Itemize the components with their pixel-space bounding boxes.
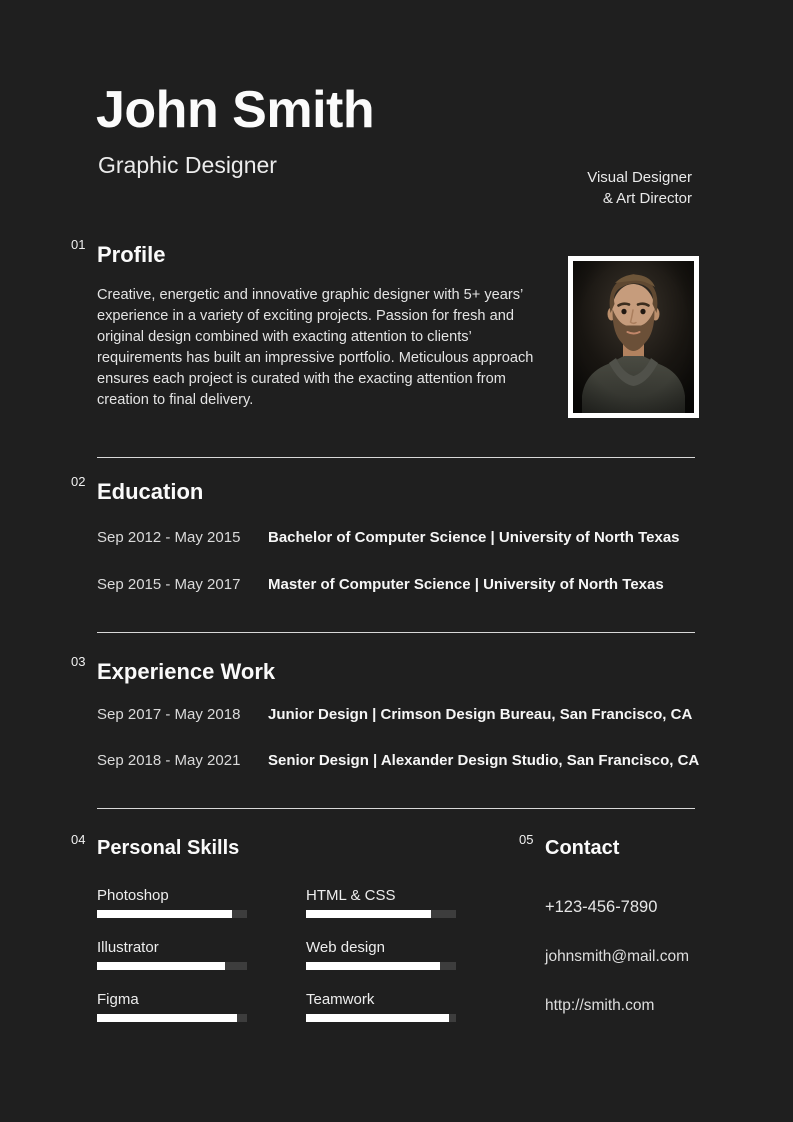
section-title: Contact — [545, 837, 620, 859]
section-divider — [97, 457, 695, 458]
skill-bar — [97, 962, 247, 970]
skill-bar — [306, 910, 456, 918]
section-title: Experience Work — [97, 659, 276, 684]
header-tagline — [587, 167, 692, 209]
skills-column-right — [306, 887, 456, 1043]
skill-item — [306, 887, 456, 918]
section-divider — [97, 632, 695, 633]
education-row — [97, 576, 680, 593]
education-dates: Sep 2012 - May 2015 — [97, 529, 241, 546]
skill-bar-fill — [306, 962, 440, 970]
section-number: 02 — [71, 474, 86, 489]
profile-heading — [71, 237, 166, 268]
section-contact — [519, 832, 690, 1046]
skill-item — [97, 939, 247, 970]
skill-item — [97, 887, 247, 918]
section-experience — [71, 654, 700, 769]
skill-bar — [97, 1014, 247, 1022]
section-number: 04 — [71, 832, 86, 847]
skill-bar — [306, 1014, 456, 1022]
education-dates: Sep 2015 - May 2017 — [97, 576, 241, 593]
education-heading — [71, 474, 204, 505]
experience-row — [97, 752, 699, 769]
education-row — [97, 529, 680, 546]
skill-name: Web design — [306, 939, 385, 956]
education-degree: Bachelor of Computer Science | University of North Texas — [268, 529, 680, 546]
skill-item — [306, 991, 456, 1022]
section-title: Profile — [97, 242, 166, 267]
skill-bar-fill — [97, 962, 225, 970]
skill-name: Illustrator — [97, 939, 159, 956]
contact-heading — [519, 832, 620, 860]
contact-phone: +123-456-7890 — [545, 898, 658, 916]
experience-dates: Sep 2017 - May 2018 — [97, 706, 241, 723]
skill-bar — [97, 910, 247, 918]
profile-summary: Creative, energetic and innovative graphic designer with 5+ years’ experience in a variety of exciting projects. Passion for fresh and original design combined with exacting attention to clients’ requirements has built an impressive portfolio. Meticulous approach ensures each project is curated with the exacting attention from creation to final delivery. — [97, 287, 534, 408]
tagline-line-1: Visual Designer — [587, 169, 692, 186]
profile-photo — [568, 256, 699, 418]
section-number: 03 — [71, 654, 86, 669]
section-number: 01 — [71, 237, 86, 252]
skill-item — [306, 939, 456, 970]
experience-role: Junior Design | Crimson Design Bureau, San Francisco, CA — [268, 706, 693, 723]
skill-item — [97, 991, 247, 1022]
skill-name: Photoshop — [97, 887, 169, 904]
contact-website: http://smith.com — [545, 997, 655, 1014]
section-title: Education — [97, 479, 204, 504]
skill-bar-fill — [306, 910, 431, 918]
skill-bar-fill — [97, 1014, 237, 1022]
experience-heading — [71, 654, 276, 685]
section-skills — [71, 832, 456, 1043]
tagline-line-2: & Art Director — [602, 190, 692, 207]
portrait-illustration — [573, 261, 694, 413]
skill-name: Figma — [97, 991, 139, 1008]
experience-role: Senior Design | Alexander Design Studio, San Francisco, CA — [268, 752, 700, 769]
skills-column-left — [97, 887, 247, 1043]
person-name: John Smith — [96, 81, 375, 139]
skill-name: HTML & CSS — [306, 887, 396, 904]
skills-heading — [71, 832, 240, 860]
section-profile — [71, 237, 549, 411]
section-education — [71, 474, 680, 593]
education-degree: Master of Computer Science | University of North Texas — [268, 576, 664, 593]
person-role: Graphic Designer — [98, 152, 277, 178]
section-title: Personal Skills — [97, 837, 240, 859]
experience-dates: Sep 2018 - May 2021 — [97, 752, 241, 769]
section-divider — [97, 808, 695, 809]
section-number: 05 — [519, 832, 534, 847]
skill-bar-fill — [306, 1014, 449, 1022]
experience-row — [97, 706, 699, 723]
contact-email: johnsmith@mail.com — [545, 948, 690, 965]
skill-name: Teamwork — [306, 991, 375, 1008]
skill-bar — [306, 962, 456, 970]
skill-bar-fill — [97, 910, 232, 918]
